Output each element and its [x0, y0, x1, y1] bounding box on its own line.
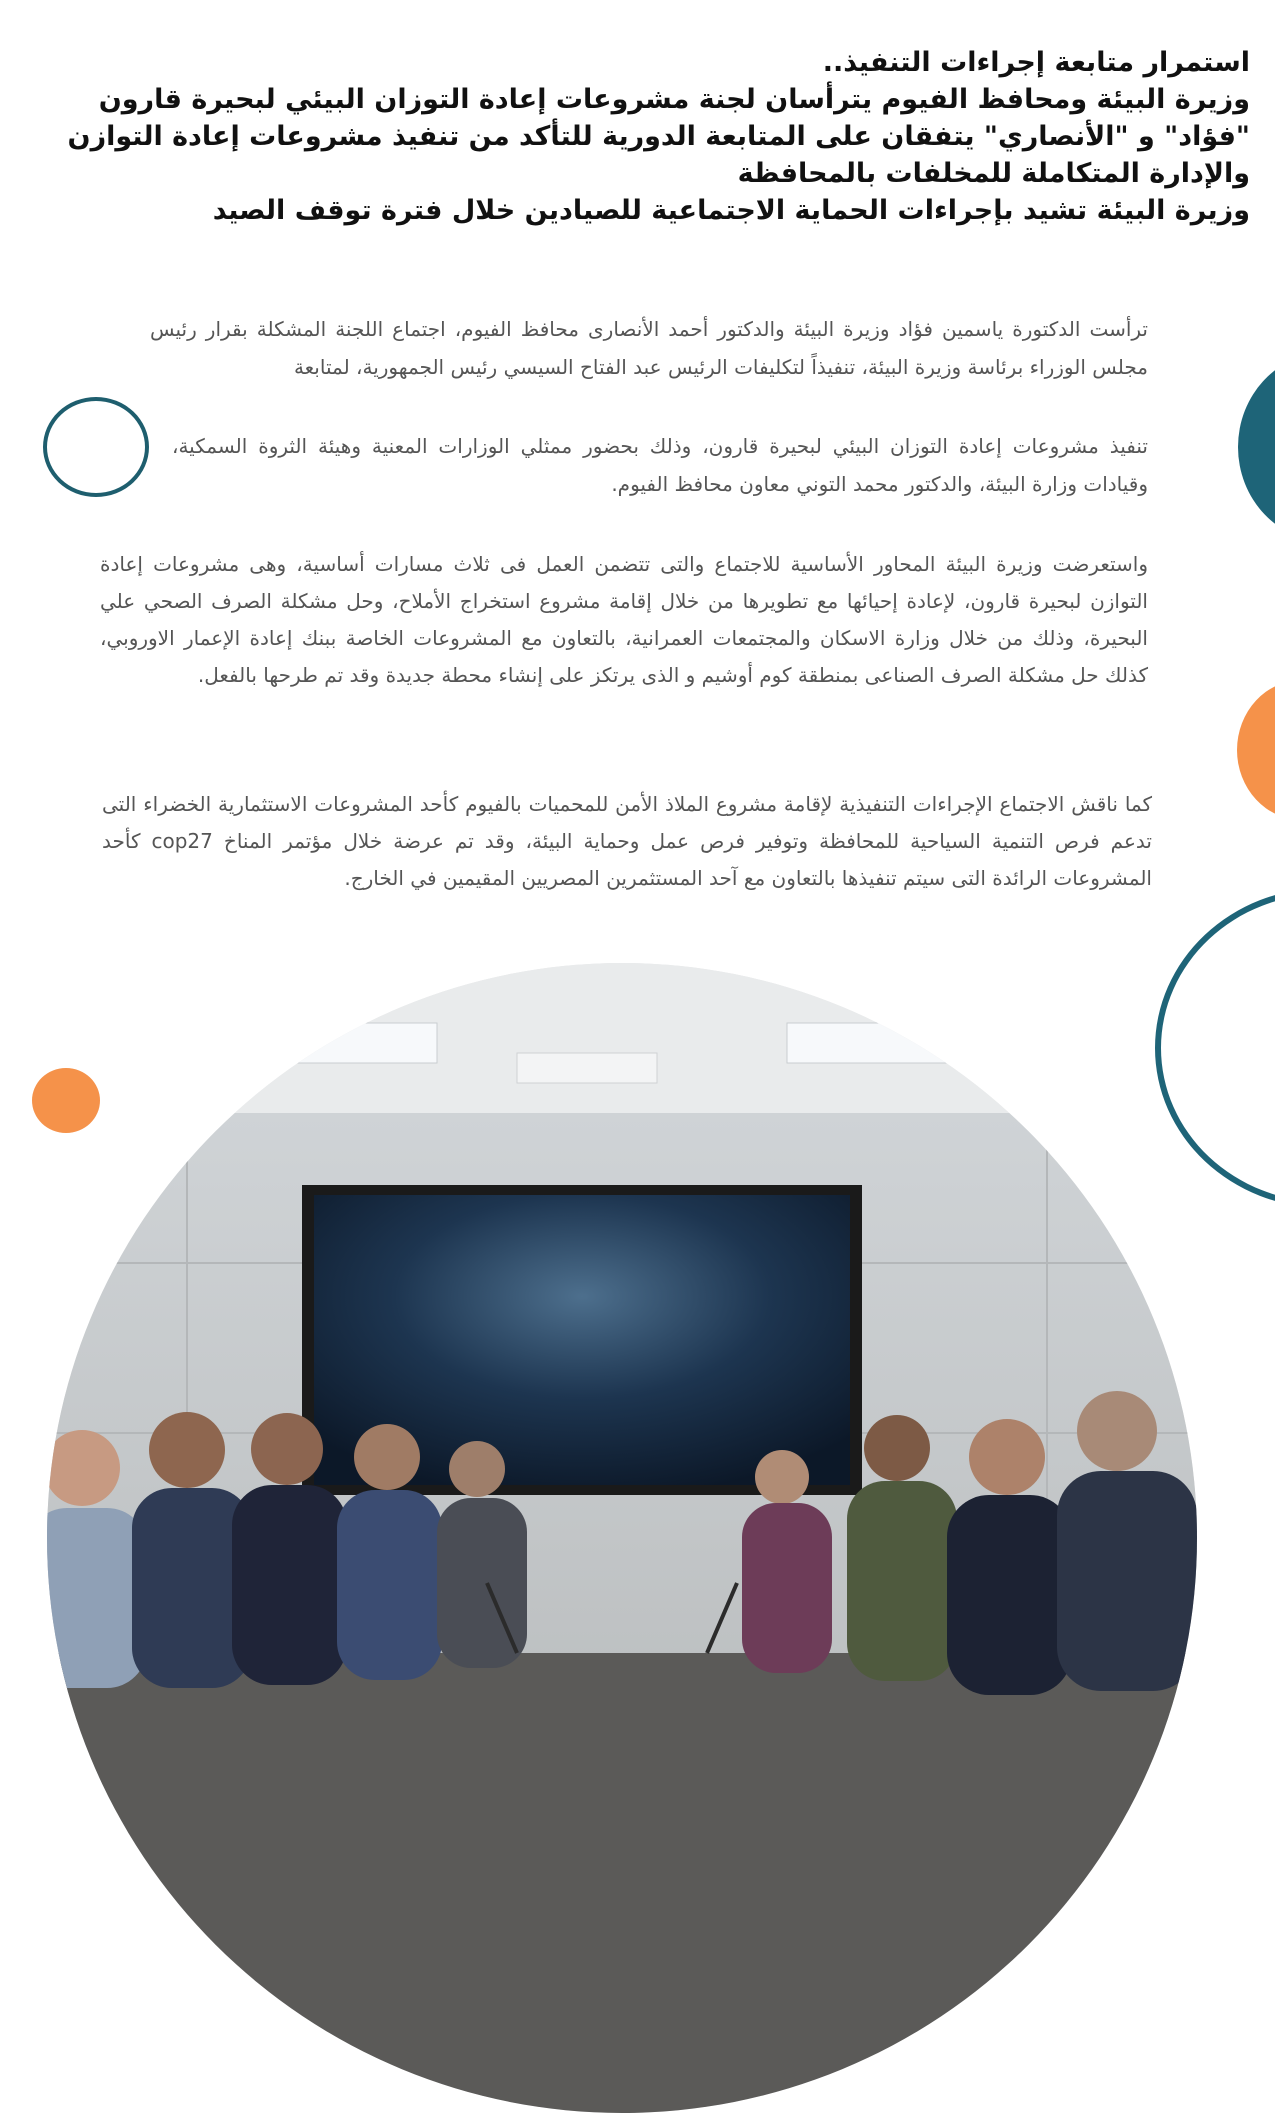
body-paragraph: تنفيذ مشروعات إعادة التوزان البيئي لبحيرة قارون، وذلك بحضور ممثلي الوزارات المعنية وهيئة الثروة السمكية، وقيادات وزارة البيئة، والدكتور محمد التوني معاون محافظ الفيوم.	[172, 434, 1148, 496]
meeting-photo-illustration	[47, 963, 1197, 2113]
headline-line: وزيرة البيئة تشيد بإجراءات الحماية الاجتماعية للصيادين خلال فترة توقف الصيد	[212, 195, 1250, 226]
headline-line: والإدارة المتكاملة للمخلفات بالمحافظة	[737, 158, 1250, 189]
body-paragraph: كما ناقش الاجتماع الإجراءات التنفيذية لإقامة مشروع الملاذ الأمن للمحميات بالفيوم كأحد المشروعات الاستثمارية الخضراء التى تدعم فرص التنمية السياحية للمحافظة وتوفير فرص عمل وحماية البيئة، وقد تم عرضة خلال مؤتمر المناخ cop27 كأحد المشروعات الرائدة التى سيتم تنفيذها بالتعاون مع آحد المستثمرين المصريين المقيمين في الخارج.	[102, 792, 1152, 890]
headline	[14, 44, 1250, 229]
decorative-orange-dot	[32, 1068, 100, 1133]
headline-line: وزيرة البيئة ومحافظ الفيوم يترأسان لجنة مشروعات إعادة التوزان البيئي لبحيرة قارون	[98, 84, 1250, 115]
decorative-ring-large	[1155, 888, 1275, 1208]
decorative-teal-circle	[1238, 352, 1275, 542]
headline-line: "فؤاد" و "الأنصاري" يتفقان على المتابعة الدورية للتأكد من تنفيذ مشروعات إعادة التوازن	[67, 121, 1250, 152]
body-paragraph: ترأست الدكتورة ياسمين فؤاد وزيرة البيئة والدكتور أحمد الأنصارى محافظ الفيوم، اجتماع اللجنة المشكلة بقرار رئيس مجلس الوزراء برئاسة وزيرة البيئة، تنفيذاً لتكليفات الرئيس عبد الفتاح السيسي رئيس الجمهورية، لمتابعة	[150, 317, 1148, 379]
meeting-photo	[47, 963, 1197, 2113]
decorative-orange-circle	[1237, 680, 1275, 820]
headline-line: استمرار متابعة إجراءات التنفيذ..	[822, 47, 1250, 78]
decorative-ring	[43, 397, 149, 497]
body-paragraph: واستعرضت وزيرة البيئة المحاور الأساسية للاجتماع والتى تتضمن العمل فى ثلاث مسارات أساسية، وهى مشروعات إعادة التوازن لبحيرة قارون، لإعادة إحيائها مع تطويرها من خلال إقامة مشروع استخراج الأملاح، وحل مشكلة الصرف الصحي علي البحيرة، وذلك من خلال وزارة الاسكان والمجتمعات العمرانية، بالتعاون مع المشروعات الخاصة ببنك إعادة الإعمار الاوروبي، كذلك حل مشكلة الصرف الصناعى بمنطقة كوم أوشيم و الذى يرتكز على إنشاء محطة جديدة وقد تم طرحها بالفعل.	[100, 552, 1148, 687]
